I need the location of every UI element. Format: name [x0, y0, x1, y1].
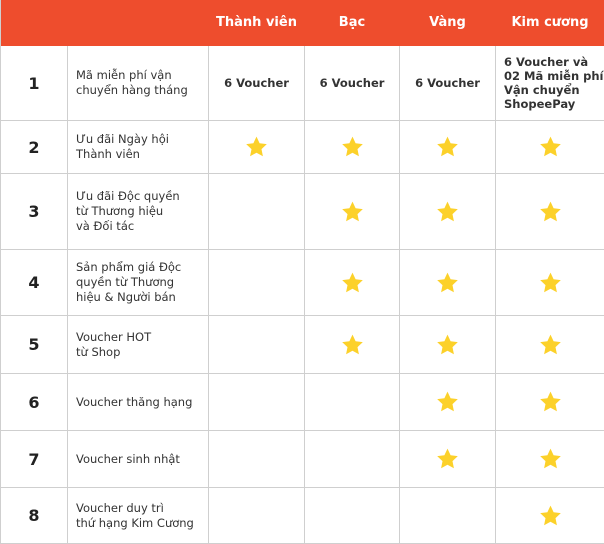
feature-label-line: chuyển hàng tháng [76, 83, 188, 97]
row-number: 4 [1, 250, 68, 316]
tier-cell-kim-cuong [496, 121, 604, 174]
star-icon [435, 333, 460, 357]
tier-cell-bac [305, 488, 400, 544]
header-bac: Bạc [305, 0, 400, 46]
tier-value-line: 6 Voucher [415, 76, 480, 90]
feature-label-line: Voucher sinh nhật [76, 451, 180, 466]
tier-cell-thanh-vien [209, 431, 305, 488]
feature-label-line: hiệu & Người bán [76, 290, 176, 304]
row-number: 7 [1, 431, 68, 488]
header-number [1, 0, 68, 46]
feature-label-line: Voucher duy trì [76, 500, 164, 515]
tier-cell-bac [305, 431, 400, 488]
tier-cell-kim-cuong [496, 316, 604, 374]
row-number: 5 [1, 316, 68, 374]
star-icon [244, 135, 269, 159]
tier-cell-vang [400, 431, 496, 488]
row-number: 2 [1, 121, 68, 174]
feature-label-line: Ưu đãi Ngày hội [76, 132, 169, 146]
feature-label [68, 374, 209, 431]
header-thanh-vien: Thành viên [209, 0, 305, 46]
tier-cell-thanh-vien [209, 488, 305, 544]
star-icon [435, 390, 460, 414]
star-icon [538, 390, 563, 414]
tier-cell-vang [400, 488, 496, 544]
tier-cell-vang [400, 250, 496, 316]
star-icon [538, 447, 563, 471]
tier-cell-vang [400, 316, 496, 374]
tier-value-vang [400, 46, 496, 121]
tier-cell-bac [305, 316, 400, 374]
star-icon [435, 200, 460, 224]
star-icon [340, 271, 365, 295]
feature-label-line: Voucher thăng hạng [76, 394, 193, 409]
tier-cell-kim-cuong [496, 374, 604, 431]
feature-label [68, 316, 209, 374]
feature-label-line: từ Shop [76, 344, 121, 359]
feature-label-line: từ Thương hiệu [76, 204, 164, 218]
tier-cell-kim-cuong [496, 488, 604, 544]
feature-label [68, 488, 209, 544]
star-icon [538, 271, 563, 295]
feature-label-line: Voucher HOT [76, 329, 152, 344]
tier-value-kim-cuong [496, 46, 604, 121]
tier-value-line: ShopeePay [504, 97, 576, 111]
feature-label-line: và Đối tác [76, 219, 135, 233]
tier-cell-kim-cuong [496, 431, 604, 488]
tier-cell-vang [400, 121, 496, 174]
feature-label-line: quyền từ Thương [76, 275, 175, 289]
tier-cell-vang [400, 374, 496, 431]
feature-label [68, 174, 209, 250]
tier-cell-thanh-vien [209, 374, 305, 431]
tier-cell-thanh-vien [209, 250, 305, 316]
tier-cell-bac [305, 121, 400, 174]
tier-cell-bac [305, 174, 400, 250]
tier-value-line: 6 Voucher [319, 76, 385, 90]
star-icon [538, 135, 563, 159]
tier-cell-bac [305, 374, 400, 431]
tier-cell-thanh-vien [209, 174, 305, 250]
feature-label [68, 250, 209, 316]
tier-value-line: Vận chuyển [504, 83, 580, 97]
feature-label [68, 431, 209, 488]
star-icon [435, 271, 460, 295]
tier-cell-kim-cuong [496, 174, 604, 250]
header-kim-cuong: Kim cương [496, 0, 604, 46]
tier-cell-vang [400, 174, 496, 250]
star-icon [538, 333, 563, 357]
tier-cell-kim-cuong [496, 250, 604, 316]
tier-value-thanh-vien [209, 46, 305, 121]
star-icon [340, 135, 365, 159]
feature-label [68, 121, 209, 174]
tier-cell-bac [305, 250, 400, 316]
header-vang: Vàng [400, 0, 496, 46]
tier-value-bac [305, 46, 400, 121]
star-icon [538, 200, 563, 224]
tier-value-line: 02 Mã miễn phí [504, 69, 604, 83]
feature-label-line: Ưu đãi Độc quyền [76, 189, 180, 203]
row-number: 1 [1, 46, 68, 121]
star-icon [435, 447, 460, 471]
header-feature [68, 0, 209, 46]
star-icon [538, 504, 563, 528]
tier-value-line: 6 Voucher [224, 76, 289, 90]
star-icon [435, 135, 460, 159]
row-number: 8 [1, 488, 68, 544]
row-number: 6 [1, 374, 68, 431]
tier-cell-thanh-vien [209, 121, 305, 174]
feature-label-line: Mã miễn phí vận [76, 68, 172, 82]
feature-label-line: thứ hạng Kim Cương [76, 515, 194, 530]
tier-value-line: 6 Voucher và [504, 55, 589, 69]
star-icon [340, 333, 365, 357]
star-icon [340, 200, 365, 224]
feature-label-line: Thành viên [76, 147, 140, 161]
tier-cell-thanh-vien [209, 316, 305, 374]
row-number: 3 [1, 174, 68, 250]
feature-label [68, 46, 209, 121]
feature-label-line: Sản phẩm giá Độc [76, 260, 182, 274]
